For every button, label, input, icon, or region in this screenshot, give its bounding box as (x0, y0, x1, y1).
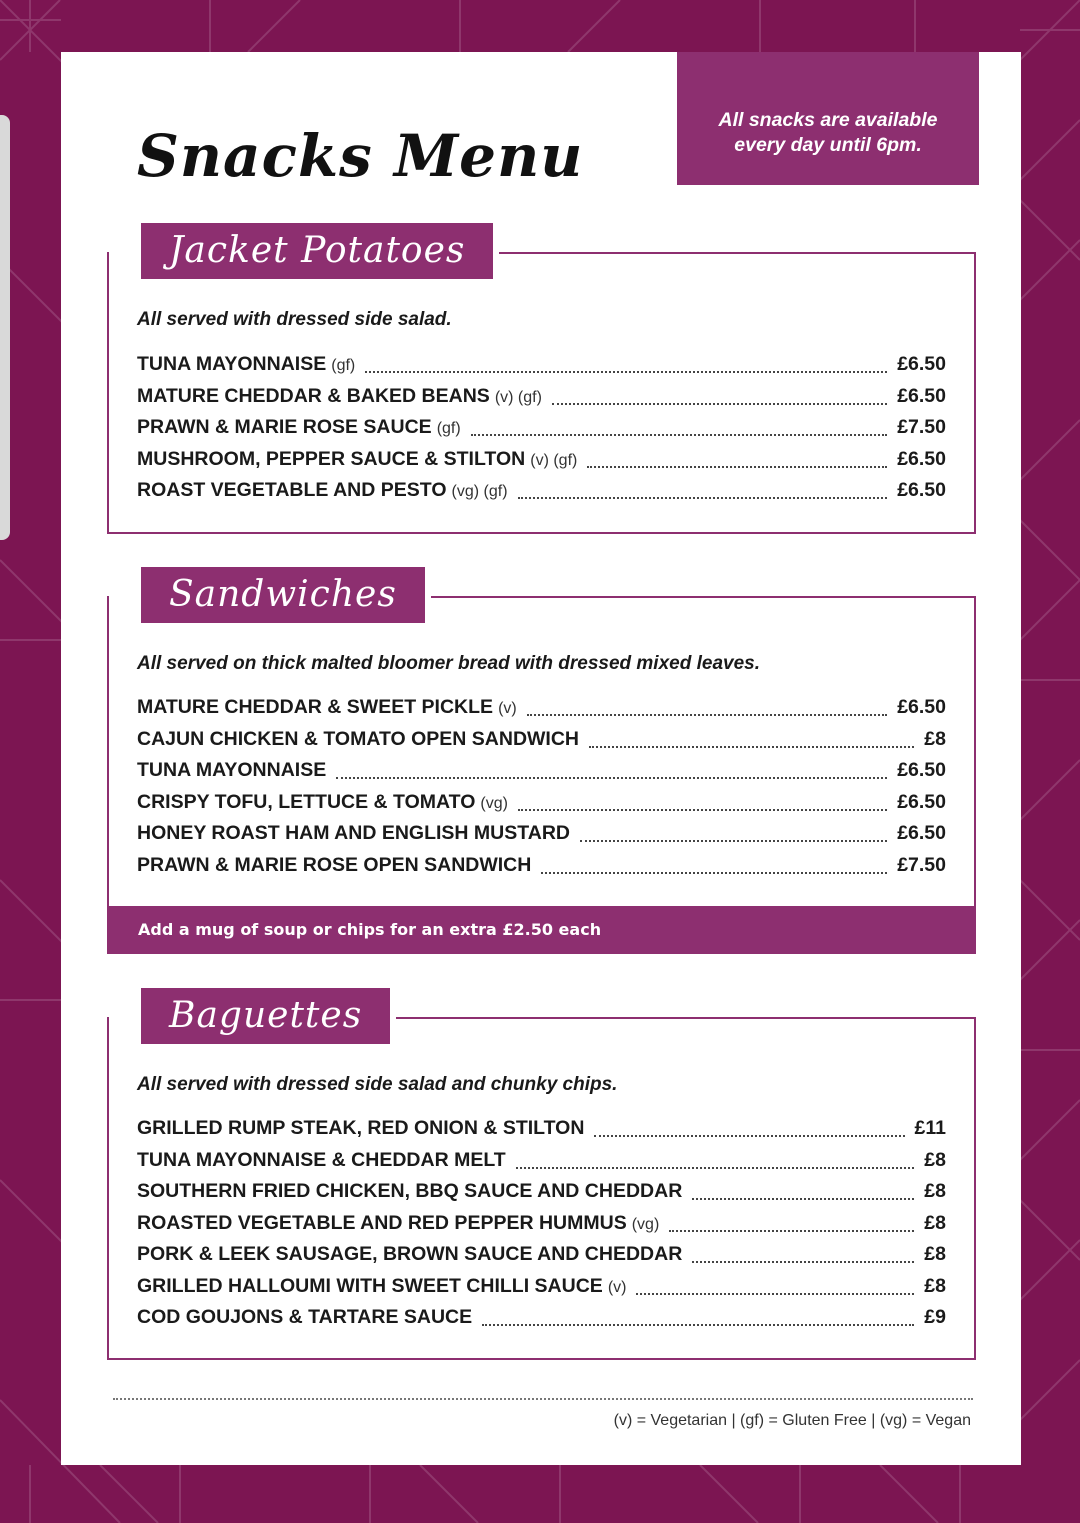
page-title: Snacks Menu (137, 122, 584, 190)
item-price: £6.50 (897, 696, 946, 718)
item-price: £7.50 (897, 416, 946, 438)
item-price: £7.50 (897, 853, 946, 876)
menu-item (137, 696, 946, 728)
availability-notice (677, 52, 979, 185)
item-dietary-tag: (v) (607, 1278, 627, 1296)
dietary-legend: (v) = Vegetarian | (gf) = Gluten Free | (vg) = Vegan (613, 1412, 971, 1429)
items-list (137, 353, 946, 511)
item-price: £6.50 (897, 822, 946, 844)
section-header (109, 567, 431, 625)
item-name: ROASTED VEGETABLE AND RED PEPPER HUMMUS (137, 1211, 627, 1234)
dot-leader (587, 465, 887, 468)
footer-divider (113, 1398, 973, 1400)
dot-leader (589, 745, 914, 748)
menu-item (137, 822, 946, 854)
menu-item (137, 448, 946, 480)
item-name: COD GOUJONS & TARTARE SAUCE (137, 1306, 473, 1328)
item-dietary-tag: (vg) (631, 1215, 660, 1233)
item-name: PORK & LEEK SAUSAGE, BROWN SAUCE AND CHEDDAR (137, 1243, 683, 1265)
scrollbar-tab (0, 115, 10, 540)
item-price: £6.50 (897, 790, 946, 813)
item-name: MUSHROOM, PEPPER SAUCE & STILTON (137, 447, 526, 470)
item-name: PRAWN & MARIE ROSE SAUCE (137, 416, 432, 438)
dot-leader (336, 776, 887, 779)
dot-leader (669, 1229, 914, 1232)
item-name: GRILLED RUMP STEAK, RED ONION & STILTON (137, 1117, 585, 1139)
item-name: ROAST VEGETABLE AND PESTO (137, 479, 447, 501)
dot-leader (516, 1166, 915, 1169)
item-name: CAJUN CHICKEN & TOMATO OPEN SANDWICH (137, 727, 580, 750)
item-price: £8 (924, 1148, 946, 1171)
extras-banner: Add a mug of soup or chips for an extra £2.50 each (107, 906, 976, 954)
section-title: Jacket Potatoes (141, 223, 493, 279)
section-title: Sandwiches (141, 567, 425, 623)
menu-item (137, 1149, 946, 1181)
section-jacket-potatoes (107, 230, 976, 534)
dot-leader (518, 496, 888, 499)
menu-item (137, 1275, 946, 1307)
items-list (137, 1117, 946, 1338)
menu-item (137, 1180, 946, 1212)
item-name: MATURE CHEDDAR & BAKED BEANS (137, 384, 490, 407)
menu-item (137, 1306, 946, 1338)
item-dietary-tag: (v) (gf) (494, 388, 542, 406)
item-price: £8 (924, 1211, 946, 1234)
item-name: CRISPY TOFU, LETTUCE & TOMATO (137, 790, 476, 813)
item-dietary-tag: (vg) (480, 794, 508, 812)
item-price: £6.50 (897, 479, 946, 501)
item-price: £8 (924, 1274, 946, 1297)
section-header (109, 988, 396, 1046)
item-price: £8 (924, 727, 946, 750)
section-subtitle: All served with dressed side salad and chunky chips. (137, 1074, 618, 1095)
item-name: TUNA MAYONNAISE (137, 353, 327, 375)
item-dietary-tag: (v) (gf) (530, 451, 578, 469)
items-list (137, 696, 946, 885)
item-name: HONEY ROAST HAM AND ENGLISH MUSTARD (137, 822, 570, 844)
menu-item (137, 791, 946, 823)
section-sandwiches (107, 574, 976, 908)
menu-item (137, 1243, 946, 1275)
item-name: GRILLED HALLOUMI WITH SWEET CHILLI SAUCE (137, 1274, 603, 1297)
item-dietary-tag: (vg) (gf) (451, 483, 508, 500)
menu-page (61, 52, 1021, 1465)
menu-item (137, 1212, 946, 1244)
menu-item (137, 1117, 946, 1149)
menu-item (137, 353, 946, 385)
section-subtitle: All served with dressed side salad. (137, 309, 452, 330)
item-price: £8 (924, 1243, 946, 1265)
menu-item (137, 854, 946, 886)
dot-leader (552, 402, 887, 405)
dot-leader (482, 1323, 914, 1326)
dot-leader (471, 433, 887, 436)
section-header (109, 223, 499, 281)
menu-item (137, 728, 946, 760)
section-baguettes (107, 995, 976, 1360)
notice-line-2: every day until 6pm. (734, 134, 922, 156)
item-name: TUNA MAYONNAISE & CHEDDAR MELT (137, 1148, 506, 1171)
item-dietary-tag: (gf) (331, 357, 356, 374)
dot-leader (518, 808, 887, 811)
dot-leader (692, 1197, 914, 1200)
dot-leader (636, 1292, 914, 1295)
menu-item (137, 416, 946, 448)
dot-leader (527, 713, 887, 716)
dot-leader (541, 871, 887, 874)
item-dietary-tag: (v) (498, 700, 517, 717)
dot-leader (365, 370, 887, 373)
item-name: PRAWN & MARIE ROSE OPEN SANDWICH (137, 853, 532, 876)
item-name: SOUTHERN FRIED CHICKEN, BBQ SAUCE AND CHEDDAR (137, 1180, 683, 1202)
menu-item (137, 479, 946, 511)
item-price: £6.50 (897, 353, 946, 375)
item-price: £11 (914, 1117, 946, 1139)
menu-item (137, 385, 946, 417)
item-price: £8 (924, 1180, 946, 1202)
dot-leader (692, 1260, 914, 1263)
item-dietary-tag: (gf) (436, 420, 461, 437)
dot-leader (594, 1134, 904, 1137)
section-subtitle: All served on thick malted bloomer bread with dressed mixed leaves. (137, 653, 760, 674)
dot-leader (580, 839, 887, 842)
notice-line-1: All snacks are available (718, 109, 938, 131)
item-price: £6.50 (897, 759, 946, 781)
menu-item (137, 759, 946, 791)
item-price: £9 (924, 1306, 946, 1328)
item-name: MATURE CHEDDAR & SWEET PICKLE (137, 696, 494, 718)
item-name: TUNA MAYONNAISE (137, 759, 327, 781)
section-title: Baguettes (141, 988, 390, 1044)
item-price: £6.50 (897, 447, 946, 470)
item-price: £6.50 (897, 384, 946, 407)
